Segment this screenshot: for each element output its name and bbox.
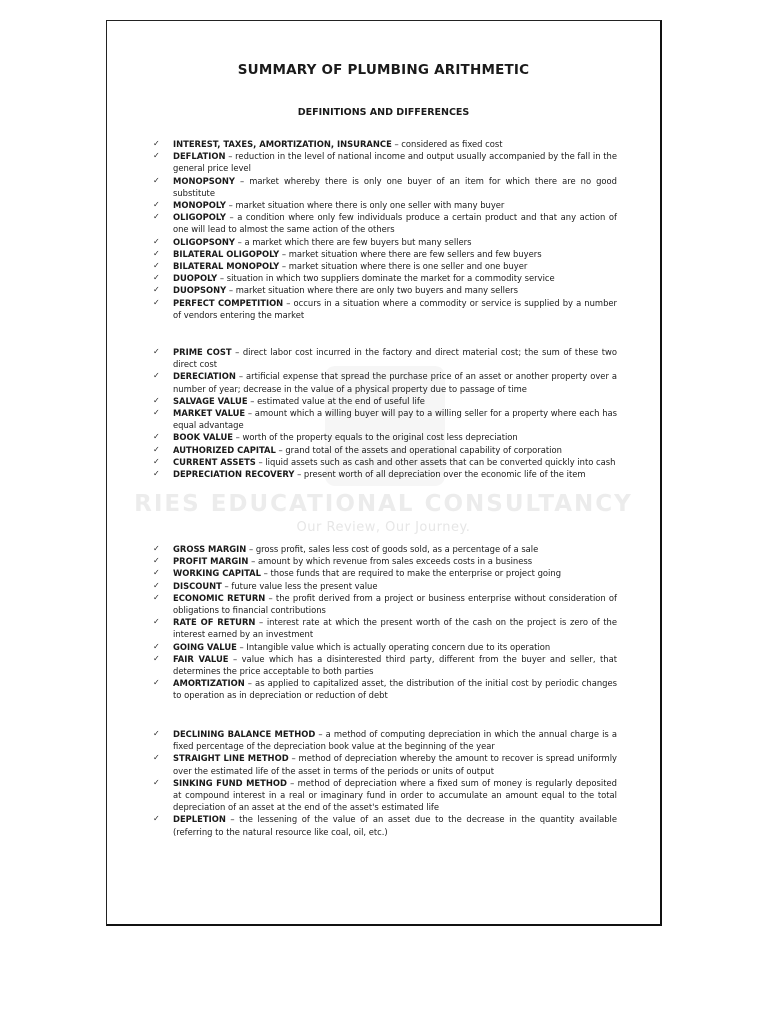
definition-text: – interest rate at which the present worth of the cash on the project is zero of the interest earned by an investment bbox=[173, 617, 617, 640]
definition-text: – liquid assets such as cash and other assets that can be converted quickly into cash bbox=[255, 456, 616, 467]
definition-term: DUOPSONY bbox=[173, 285, 227, 296]
definition-item bbox=[151, 211, 617, 235]
checkmark-icon: ✓ bbox=[153, 592, 160, 602]
definition-term: ECONOMIC RETURN bbox=[173, 592, 266, 603]
checkmark-icon: ✓ bbox=[153, 261, 160, 271]
definition-item bbox=[151, 346, 617, 370]
checkmark-icon: ✓ bbox=[153, 285, 160, 295]
definition-item bbox=[151, 813, 617, 837]
definition-item bbox=[151, 150, 617, 174]
watermark-tagline: Our Review, Our Journey. bbox=[296, 520, 471, 535]
definition-text: – a method of computing depreciation in which the annual charge is a fixed percentage of the depreciation book value at the beginning of the year bbox=[173, 729, 617, 752]
definition-list-group-3 bbox=[151, 543, 617, 702]
definition-item bbox=[151, 444, 617, 456]
definition-term: RATE OF RETURN bbox=[173, 617, 256, 628]
checkmark-icon: ✓ bbox=[153, 432, 160, 442]
definition-term: PRIME COST bbox=[173, 347, 232, 357]
checkmark-icon: ✓ bbox=[153, 456, 160, 466]
definition-term: AUTHORIZED CAPITAL bbox=[173, 444, 276, 455]
checkmark-icon: ✓ bbox=[153, 151, 160, 161]
definition-term: DECLINING BALANCE METHOD bbox=[173, 729, 316, 739]
definition-item bbox=[151, 407, 617, 431]
definition-term: MONOPSONY bbox=[173, 175, 235, 186]
definition-item bbox=[151, 677, 617, 701]
definition-term: MARKET VALUE bbox=[173, 408, 246, 419]
checkmark-icon: ✓ bbox=[153, 297, 160, 307]
definition-term: GOING VALUE bbox=[173, 641, 237, 652]
checkmark-icon: ✓ bbox=[153, 544, 160, 553]
checkmark-icon: ✓ bbox=[153, 175, 160, 185]
definition-list-group-1 bbox=[151, 138, 617, 321]
checkmark-icon: ✓ bbox=[153, 777, 160, 787]
definition-text: – future value less the present value bbox=[221, 580, 378, 591]
definition-text: – amount which a willing buyer will pay to a willing seller for a property where each has equal advantage bbox=[173, 408, 617, 431]
definition-text: – artificial expense that spread the purchase price of an asset or another property over a number of year; decrease in the value of a physical property due to passage of time bbox=[173, 371, 617, 394]
checkmark-icon: ✓ bbox=[153, 617, 160, 627]
definition-item bbox=[151, 248, 617, 260]
document-title: SUMMARY OF PLUMBING ARITHMETIC bbox=[237, 62, 530, 78]
checkmark-icon: ✓ bbox=[153, 212, 160, 222]
definition-item bbox=[151, 468, 617, 480]
definition-item bbox=[151, 199, 617, 211]
definition-term: SALVAGE VALUE bbox=[173, 395, 248, 406]
definition-item bbox=[151, 260, 617, 272]
definition-item bbox=[151, 728, 617, 752]
definition-text: – value which has a disinterested third party, different from the buyer and seller, that determines the price acceptable to both parties bbox=[173, 653, 617, 677]
definition-text: – market situation where there is one seller and one buyer bbox=[279, 261, 528, 272]
definition-item bbox=[151, 653, 617, 677]
definition-item bbox=[151, 236, 617, 248]
checkmark-icon: ✓ bbox=[153, 814, 160, 824]
definition-text: – Intangible value which is actually operating concern due to its operation bbox=[236, 641, 551, 652]
definition-item bbox=[151, 555, 617, 567]
definition-text: – worth of the property equals to the original cost less depreciation bbox=[232, 432, 518, 443]
definition-text: – estimated value at the end of useful life bbox=[247, 395, 425, 406]
checkmark-icon: ✓ bbox=[153, 408, 160, 418]
definition-item bbox=[151, 395, 617, 407]
definition-term: BILATERAL OLIGOPOLY bbox=[173, 248, 280, 259]
checkmark-icon: ✓ bbox=[153, 753, 160, 763]
definition-text: – direct labor cost incurred in the factory and direct material cost; the sum of these two direct cost bbox=[173, 347, 617, 370]
checkmark-icon: ✓ bbox=[153, 273, 160, 283]
definition-term: MONOPOLY bbox=[173, 200, 226, 211]
definition-item bbox=[151, 580, 617, 592]
definition-text: – a market which there are few buyers but many sellers bbox=[234, 236, 472, 247]
definition-term: GROSS MARGIN bbox=[173, 544, 247, 554]
checkmark-icon: ✓ bbox=[153, 641, 160, 651]
definition-item bbox=[151, 567, 617, 579]
definition-item bbox=[151, 592, 617, 616]
checkmark-icon: ✓ bbox=[153, 347, 160, 356]
definition-item bbox=[151, 284, 617, 296]
checkmark-icon: ✓ bbox=[153, 653, 160, 663]
checkmark-icon: ✓ bbox=[153, 729, 160, 738]
definition-text: – the lessening of the value of an asset due to the decrease in the quantity available (referring to the natural resource like coal, oil, etc.) bbox=[173, 814, 617, 837]
definition-text: – gross profit, sales less cost of goods sold, as a percentage of a sale bbox=[246, 544, 539, 554]
definition-item bbox=[151, 138, 617, 150]
definition-item bbox=[151, 456, 617, 468]
definition-text: – grand total of the assets and operational capability of corporation bbox=[275, 444, 562, 455]
definition-term: DEPLETION bbox=[173, 814, 226, 825]
definition-text: – market situation where there is only one seller with many buyer bbox=[225, 200, 505, 211]
definition-text: – situation in which two suppliers dominate the market for a commodity service bbox=[217, 273, 555, 284]
checkmark-icon: ✓ bbox=[153, 580, 160, 590]
definition-term: BILATERAL MONOPOLY bbox=[173, 261, 280, 272]
checkmark-icon: ✓ bbox=[153, 139, 160, 148]
checkmark-icon: ✓ bbox=[153, 371, 160, 381]
definition-term: OLIGOPOLY bbox=[173, 212, 226, 223]
definition-term: DEFLATION bbox=[173, 151, 226, 162]
definition-term: SINKING FUND METHOD bbox=[173, 777, 287, 788]
document-page bbox=[106, 20, 662, 926]
definition-text: – amount by which revenue from sales exceeds costs in a business bbox=[248, 556, 533, 567]
definition-term: PERFECT COMPETITION bbox=[173, 297, 284, 308]
definition-text: – those funds that are required to make the enterprise or project going bbox=[260, 568, 562, 579]
checkmark-icon: ✓ bbox=[153, 236, 160, 246]
definition-item bbox=[151, 272, 617, 284]
definition-item bbox=[151, 175, 617, 199]
definition-term: PROFIT MARGIN bbox=[173, 556, 249, 567]
definition-text: – market situation where there are only two buyers and many sellers bbox=[226, 285, 518, 296]
checkmark-icon: ✓ bbox=[153, 248, 160, 258]
definition-text: – market situation where there are few sellers and few buyers bbox=[279, 248, 542, 259]
definition-list-group-4 bbox=[151, 728, 617, 838]
definition-term: STRAIGHT LINE METHOD bbox=[173, 753, 289, 764]
definition-list-group-2 bbox=[151, 346, 617, 480]
definition-text: – the profit derived from a project or business enterprise without consideration of obligations to financial contributions bbox=[173, 592, 617, 616]
definition-term: FAIR VALUE bbox=[173, 653, 229, 664]
definition-text: – method of depreciation where a fixed sum of money is regularly deposited at compound interest in a real or imaginary fund in order to accumulate an amount equal to the total depreciation of an asset at the end of the asset's estimated life bbox=[173, 777, 617, 813]
definition-text: – occurs in a situation where a commodity or service is supplied by a number of vendors entering the market bbox=[173, 297, 617, 320]
definition-term: DUOPOLY bbox=[173, 273, 218, 284]
definition-term: WORKING CAPITAL bbox=[173, 568, 261, 579]
definition-item bbox=[151, 616, 617, 640]
definition-term: INTEREST, TAXES, AMORTIZATION, INSURANCE bbox=[173, 139, 392, 149]
checkmark-icon: ✓ bbox=[153, 200, 160, 210]
definition-text: – reduction in the level of national income and output usually accompanied by the fall in the general price level bbox=[173, 151, 617, 174]
definition-item bbox=[151, 543, 617, 555]
definition-item bbox=[151, 370, 617, 394]
definition-term: CURRENT ASSETS bbox=[173, 456, 256, 467]
watermark-text: RIES EDUCATIONAL CONSULTANCY bbox=[134, 491, 633, 517]
definition-term: AMORTIZATION bbox=[173, 678, 245, 689]
definition-term: DEPRECIATION RECOVERY bbox=[173, 469, 295, 480]
checkmark-icon: ✓ bbox=[153, 469, 160, 479]
definition-text: – considered as fixed cost bbox=[391, 139, 503, 149]
definition-item bbox=[151, 641, 617, 653]
checkmark-icon: ✓ bbox=[153, 556, 160, 566]
definition-text: – present worth of all depreciation over the economic life of the item bbox=[294, 469, 586, 480]
checkmark-icon: ✓ bbox=[153, 678, 160, 688]
definition-term: DISCOUNT bbox=[173, 580, 222, 591]
definition-item bbox=[151, 297, 617, 321]
definition-text: – market whereby there is only one buyer of an item for which there are no good substitute bbox=[173, 175, 617, 198]
definition-term: OLIGOPSONY bbox=[173, 236, 235, 247]
checkmark-icon: ✓ bbox=[153, 395, 160, 405]
document-subtitle: DEFINITIONS AND DIFFERENCES bbox=[297, 107, 470, 118]
definition-text: – a condition where only few individuals produce a certain product and that any action of one will lead to almost the same action of the others bbox=[173, 212, 617, 235]
definition-item bbox=[151, 777, 617, 814]
definition-item bbox=[151, 431, 617, 443]
definition-term: DERECIATION bbox=[173, 371, 236, 382]
checkmark-icon: ✓ bbox=[153, 568, 160, 578]
definition-text: – method of depreciation whereby the amount to recover is spread uniformly over the estimated life of the asset in terms of the periods or units of output bbox=[173, 753, 617, 776]
definition-item bbox=[151, 752, 617, 776]
definition-text: – as applied to capitalized asset, the distribution of the initial cost by periodic changes to operation as in depreciation or reduction of debt bbox=[173, 678, 617, 701]
checkmark-icon: ✓ bbox=[153, 444, 160, 454]
definition-term: BOOK VALUE bbox=[173, 432, 233, 443]
